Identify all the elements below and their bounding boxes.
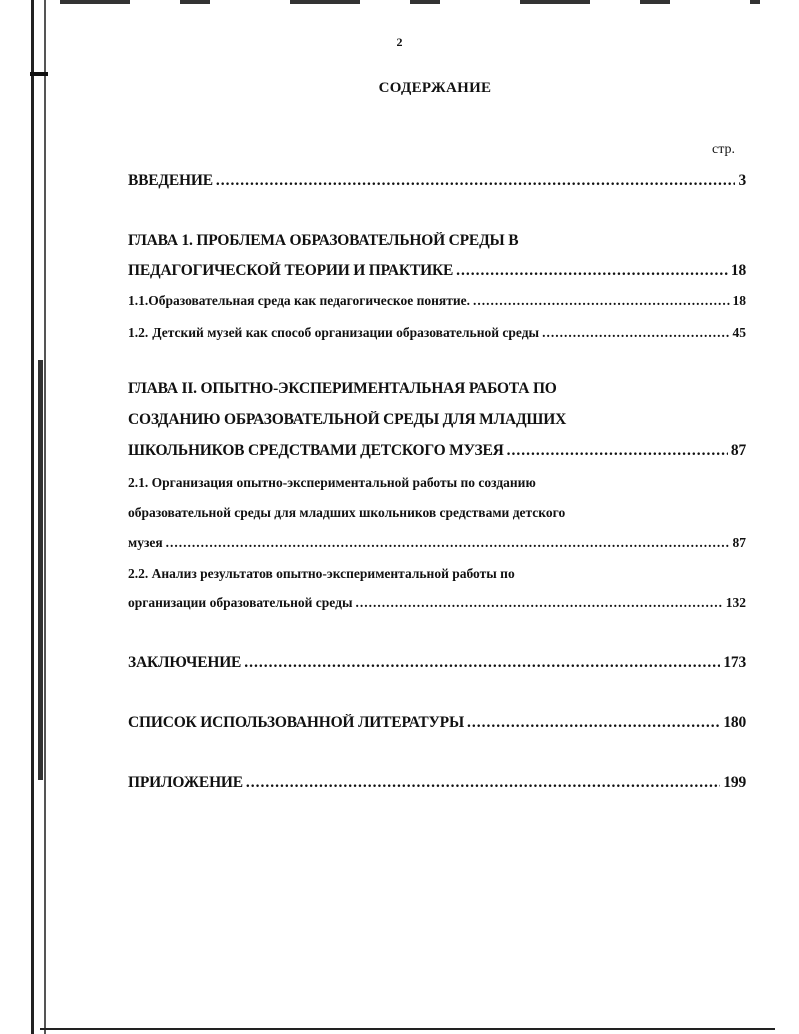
- toc-leader-dots: [467, 714, 720, 732]
- toc-chapter2-line2[interactable]: СОЗДАНИЮ ОБРАЗОВАТЕЛЬНОЙ СРЕДЫ ДЛЯ МЛАДШИХ: [128, 411, 567, 428]
- page-title: СОДЕРЖАНИЕ: [378, 80, 492, 96]
- toc-entry-page: 180: [723, 714, 746, 731]
- toc-leader-dots: [216, 172, 736, 190]
- toc-entry-text: ЗАКЛЮЧЕНИЕ: [128, 654, 242, 671]
- toc-leader-dots: [507, 442, 728, 460]
- toc-leader-dots: [166, 535, 730, 551]
- toc-entry-bibliography[interactable]: [128, 714, 746, 732]
- toc-entry-chapter2[interactable]: [128, 442, 746, 460]
- scan-mark: [30, 72, 48, 76]
- toc-leader-dots: [244, 654, 720, 672]
- toc-entry-text: Образовательная среда как педагогическое понятие.: [148, 293, 470, 308]
- toc-entry-page: 18: [730, 262, 746, 279]
- scan-edge-left: [31, 0, 34, 1034]
- toc-entry-page: 132: [725, 595, 746, 610]
- toc-entry-text: организации образовательной среды: [128, 595, 353, 610]
- toc-entry-page: 18: [732, 293, 746, 308]
- toc-entry-text: ШКОЛЬНИКОВ СРЕДСТВАМИ ДЕТСКОГО МУЗЕЯ: [128, 442, 504, 459]
- scan-edge-bottom: [40, 1028, 775, 1030]
- toc-entry-text: ПРИЛОЖЕНИЕ: [128, 774, 243, 791]
- toc-entry-1-2[interactable]: [128, 325, 746, 341]
- page-column-label: стр.: [712, 142, 736, 157]
- toc-leader-dots: [456, 262, 728, 280]
- page-number: 2: [396, 35, 403, 49]
- toc-entry-page: 199: [723, 774, 746, 791]
- toc-leader-dots: [356, 595, 723, 611]
- toc-entry-number: 1.1.: [128, 293, 149, 308]
- toc-leader-dots: [246, 774, 720, 792]
- toc-entry-appendix[interactable]: [128, 774, 746, 792]
- toc-entry-text: Детский музей как способ организации образовательной среды: [152, 325, 540, 340]
- toc-entry-2-2-line1[interactable]: 2.2. Анализ результатов опытно-экспериментальной работы по: [128, 566, 515, 581]
- toc-chapter1-line1[interactable]: ГЛАВА 1. ПРОБЛЕМА ОБРАЗОВАТЕЛЬНОЙ СРЕДЫ В: [128, 232, 519, 249]
- toc-chapter2-line1[interactable]: ГЛАВА II. ОПЫТНО-ЭКСПЕРИМЕНТАЛЬНАЯ РАБОТА ПО: [128, 380, 557, 397]
- toc-entry-introduction[interactable]: [128, 172, 746, 190]
- toc-entry-number: 1.2.: [128, 325, 149, 340]
- toc-entry-text: ПЕДАГОГИЧЕСКОЙ ТЕОРИИ И ПРАКТИКЕ: [128, 262, 454, 279]
- toc-entry-conclusion[interactable]: [128, 654, 746, 672]
- toc-entry-page: 45: [732, 325, 746, 340]
- toc-entry-1-1[interactable]: [128, 293, 746, 309]
- toc-entry-2-1[interactable]: [128, 535, 746, 551]
- toc-entry-text: ВВЕДЕНИЕ: [128, 172, 213, 189]
- scan-edge-left-inner: [44, 0, 46, 1034]
- toc-entry-text: музея: [128, 535, 163, 550]
- scan-binding-shadow: [38, 360, 43, 780]
- toc-entry-page: 87: [732, 535, 746, 550]
- toc-leader-dots: [542, 325, 729, 341]
- toc-entry-2-1-line1[interactable]: 2.1. Организация опытно-экспериментальной работы по созданию: [128, 475, 536, 490]
- toc-entry-2-1-line2[interactable]: образовательной среды для младших школьников средствами детского: [128, 505, 566, 520]
- toc-entry-2-2[interactable]: [128, 595, 746, 611]
- toc-entry-page: 3: [738, 172, 746, 189]
- toc-entry-page: 87: [730, 442, 746, 459]
- toc-entry-chapter1[interactable]: [128, 262, 746, 280]
- scan-edge-top: [60, 0, 760, 4]
- toc-entry-page: 173: [723, 654, 746, 671]
- toc-entry-text: СПИСОК ИСПОЛЬЗОВАННОЙ ЛИТЕРАТУРЫ: [128, 714, 464, 731]
- toc-leader-dots: [473, 293, 730, 309]
